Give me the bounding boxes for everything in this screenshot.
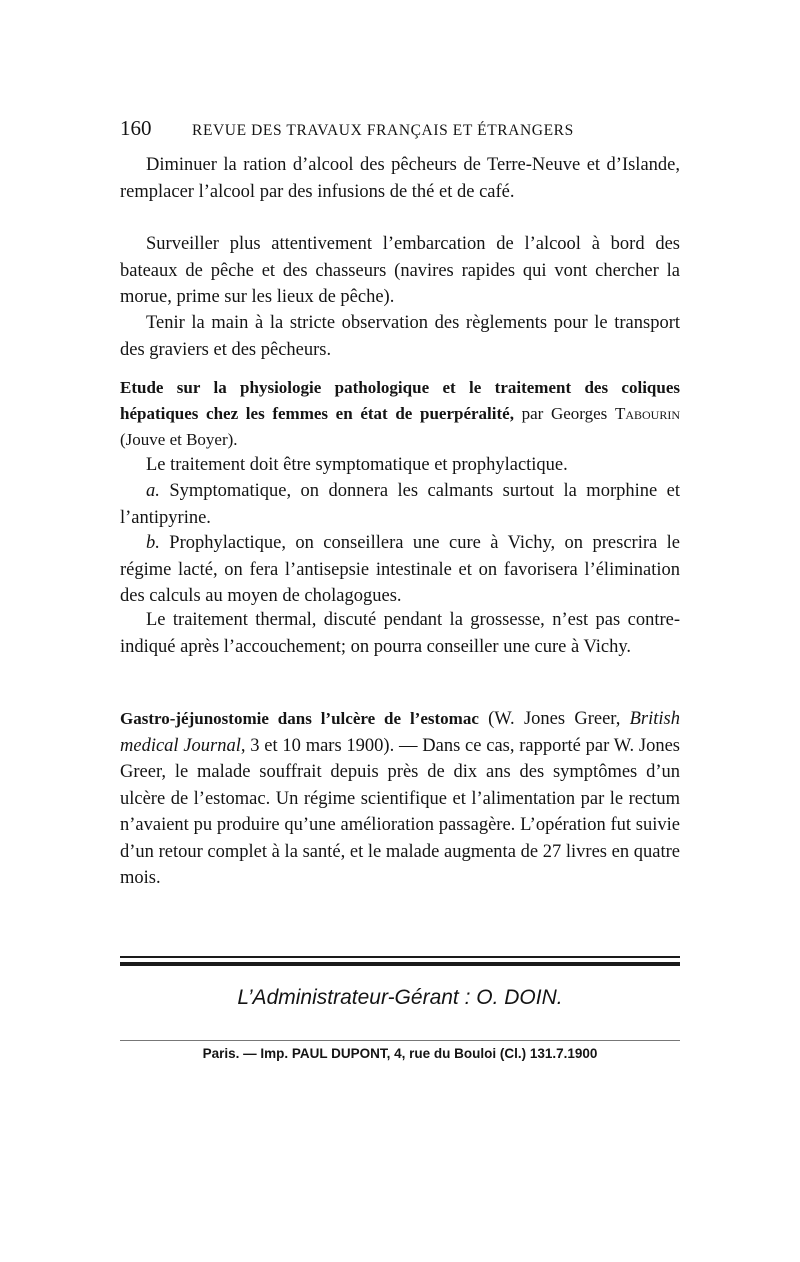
byline-prefix: par Georges	[513, 404, 615, 423]
item-text: Prophylactique, on conseillera une cure à Vichy, on prescrira le régime lacté, on fera l’antisepsie intestinale et on favorisera l’élimination des calculs au moyen de cholagogues.	[120, 533, 680, 606]
paragraph-surveillance: Surveiller plus attentivement l’embarcation de l’alcool à bord des bateaux de pêche et des chasseurs (navires rapides qui vont chercher la morue, prime sur les lieux de pêche).	[120, 234, 680, 307]
divider-rule	[120, 956, 680, 958]
byline-suffix: (Jouve et Boyer).	[120, 430, 238, 449]
article-title: Etude sur la physiologie pathologique et le traitement des coliques hépatiques chez les femmes en état de puerpéralité,	[120, 378, 680, 423]
item-marker: b.	[146, 533, 160, 553]
item-text: Symptomatique, on donnera les calmants surtout la morphine et l’antipyrine.	[120, 481, 680, 528]
article-title: Gastro-jéjunostomie dans l’ulcère de l’estomac	[120, 709, 479, 728]
paragraph-symptomatic	[120, 478, 680, 531]
author-name: Tabourin	[614, 404, 681, 423]
item-marker: a.	[146, 481, 160, 501]
divider-rule-thin	[120, 1040, 680, 1041]
paragraph-alcohol-ration: Diminuer la ration d’alcool des pêcheurs de Terre-Neuve et d’Islande, remplacer l’alcool par des infusions de thé et de café.	[120, 155, 680, 202]
divider-rule-thick	[120, 962, 680, 966]
paragraph-prophylactic	[120, 530, 680, 610]
reference-prefix: (W. Jones Greer,	[478, 709, 630, 729]
article-gastro	[120, 706, 680, 892]
paragraph-thermal: Le traitement thermal, discuté pendant la grossesse, n’est pas contre-indiqué après l’accouchement; on pourra conseiller une cure à Vichy.	[120, 610, 680, 657]
running-head: REVUE DES TRAVAUX FRANÇAIS ET ÉTRANGERS	[192, 122, 574, 139]
paragraph-treatment: Le traitement doit être symptomatique et prophylactique.	[146, 455, 568, 475]
printer-imprint: Paris. — Imp. PAUL DUPONT, 4, rue du Bouloi (Cl.) 131.7.1900	[202, 1046, 598, 1061]
article-body: , 3 et 10 mars 1900). — Dans ce cas, rapporté par W. Jones Greer, le malade souffrait depuis près de dix ans des symptômes d’un ulcère de l’estomac. Un régime scientifique et l’alimentation par le rectum n’avaient pu produire qu’une amélioration passagère. L’opération fut suivie d’un retour complet à la santé, et le malade augmenta de 27 livres en quatre mois.	[120, 735, 680, 888]
journal-name: British medical Journal	[120, 709, 680, 756]
article-coliques	[120, 375, 680, 453]
page-number: 160	[120, 116, 152, 140]
paragraph-regulations: Tenir la main à la stricte observation des règlements pour le transport des graviers et des pêcheurs.	[120, 313, 680, 360]
administrator-line: L’Administrateur-Gérant : O. DOIN.	[237, 986, 563, 1009]
page-header	[120, 116, 680, 142]
